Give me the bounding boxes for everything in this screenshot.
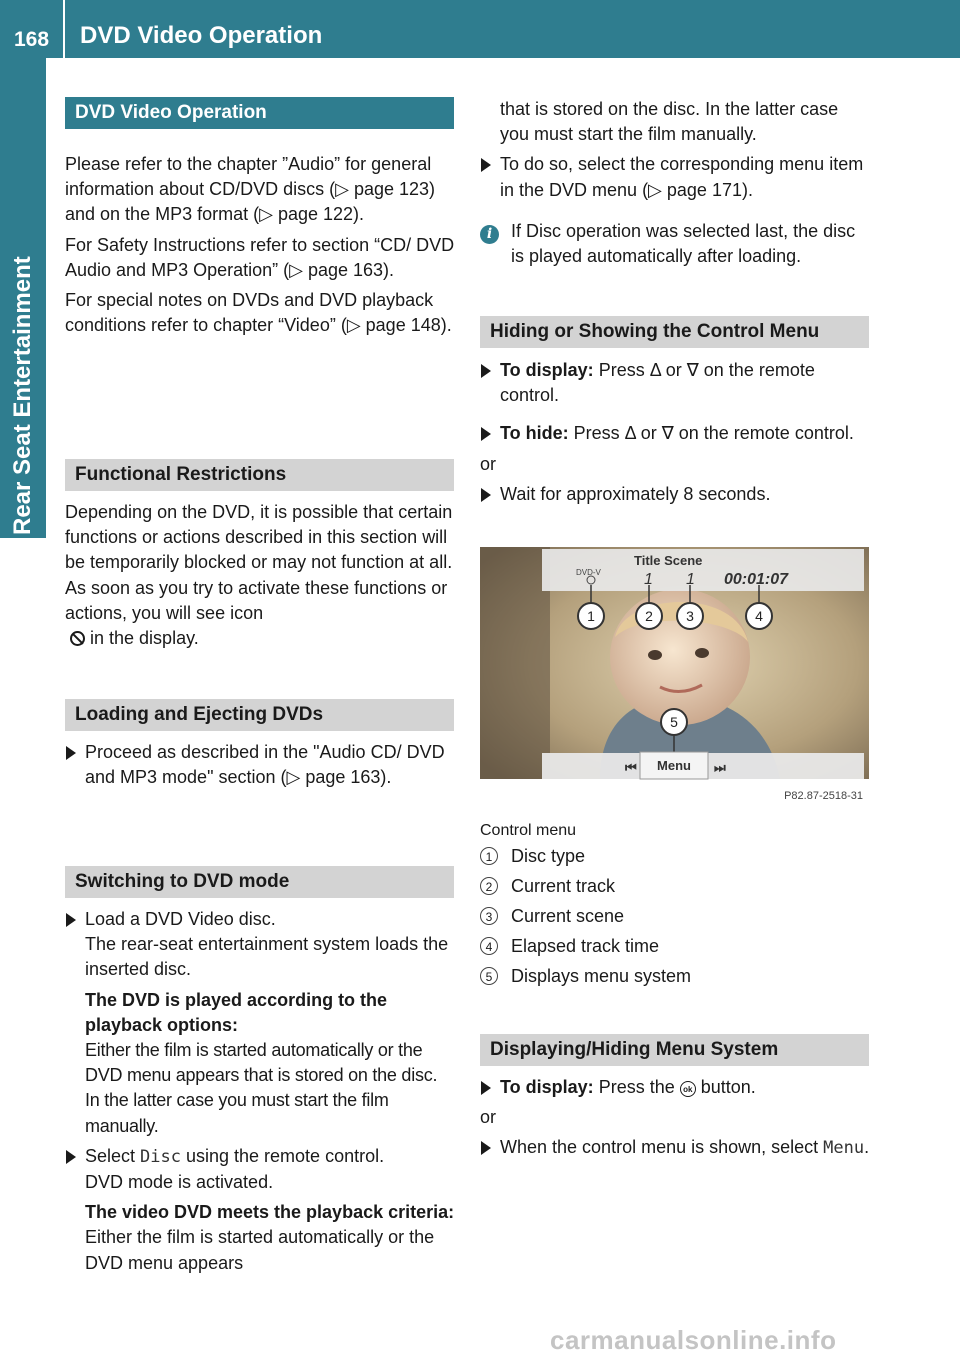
footer-watermark: carmanualsonline.info	[550, 1325, 837, 1355]
list-item	[480, 421, 870, 446]
section-switching-dvd-mode-body	[65, 907, 455, 1276]
or-text: or	[480, 453, 497, 474]
display-text-menu: Menu	[823, 1138, 865, 1159]
info-text: If Disc operation was selected last, the disc is played automatically after loading.	[511, 221, 856, 267]
callout-number-1: 1	[587, 608, 595, 624]
legend-item	[480, 901, 870, 931]
legend-number: 1	[480, 847, 498, 865]
list-item	[65, 907, 455, 1139]
bullet-arrow-icon	[481, 1081, 491, 1095]
callout-number-3: 3	[686, 608, 694, 624]
scene-value: 1	[686, 571, 695, 588]
instruction-bold-text: To display:	[500, 1077, 594, 1097]
prohibited-icon	[70, 631, 85, 646]
disc-type-label: DVD-V	[576, 568, 601, 577]
list-item	[65, 1144, 455, 1276]
legend-text: Disc type	[511, 846, 586, 866]
section-heading-control-menu: Hiding or Showing the Control Menu	[480, 316, 869, 348]
skip-forward-icon: ⏭	[714, 760, 726, 775]
page-title: DVD Video Operation	[80, 22, 323, 49]
result-bold-text: The DVD is played according to the playback options:	[85, 989, 388, 1035]
instruction-text: When the control menu is shown, select	[500, 1137, 824, 1158]
section-dvd-video-operation-body	[65, 152, 455, 338]
page-header-bar	[0, 0, 960, 58]
continued-paragraph: that is stored on the disc. In the latter case you must start the film manually.	[500, 99, 839, 145]
result-text: The rear-seat entertainment system loads the inserted disc.	[85, 934, 449, 980]
bullet-arrow-icon	[481, 158, 491, 172]
ok-button-icon: ok	[680, 1081, 696, 1097]
instruction-text: Load a DVD Video disc.	[85, 909, 276, 929]
bullet-arrow-icon	[66, 746, 76, 760]
child-eye-left	[648, 650, 662, 660]
result-text: DVD mode is activated.	[85, 1172, 274, 1193]
list-item	[480, 482, 870, 507]
screen-dark-edge	[480, 547, 550, 779]
instruction-prefix: Select	[85, 1145, 141, 1166]
result-bold-text: The video DVD meets the playback criteria:	[85, 1202, 455, 1223]
callout-number-5: 5	[670, 714, 678, 730]
legend-number: 2	[480, 877, 498, 895]
section-control-menu-body	[480, 358, 870, 507]
bullet-arrow-icon	[481, 427, 491, 441]
legend-number: 3	[480, 907, 498, 925]
restrictions-text-end: in the display.	[85, 628, 199, 649]
bullet-arrow-icon	[481, 488, 491, 502]
continued-text	[480, 97, 870, 203]
info-note	[480, 219, 870, 269]
legend-item	[480, 871, 870, 901]
list-item	[480, 1075, 870, 1100]
result-text: Either the film is started automatically or the DVD menu appears that is stored on the disc. In the latter case you must start the film manually.	[85, 1040, 438, 1136]
menu-button-label: Menu	[657, 758, 691, 773]
instruction-text: Press Δ or ∇ on the remote control.	[568, 423, 854, 444]
display-text-disc: Disc	[140, 1146, 181, 1167]
section-heading-switching-dvd-mode: Switching to DVD mode	[65, 866, 454, 898]
instruction-bold-text: To hide:	[500, 423, 569, 444]
instruction-text: Wait for approximately 8 seconds.	[500, 483, 771, 504]
legend-text: Displays menu system	[511, 966, 692, 986]
paragraph-audio-reference: Please refer to the chapter ”Audio” for general information about CD/DVD discs (▷ page 123) and on the MP3 format (▷ page 122).	[65, 154, 436, 225]
section-heading-functional-restrictions: Functional Restrictions	[65, 459, 454, 491]
legend-item	[480, 961, 870, 991]
callout-number-2: 2	[645, 608, 653, 624]
legend-text: Elapsed track time	[511, 936, 660, 956]
section-loading-ejecting-body	[65, 740, 455, 790]
section-heading-loading-ejecting: Loading and Ejecting DVDs	[65, 699, 454, 731]
or-text: or	[480, 1107, 497, 1128]
legend-text: Current scene	[511, 906, 625, 926]
instruction-text: Press Δ or ∇ on the remote control.	[500, 360, 815, 406]
section-heading-dvd-video-operation: DVD Video Operation	[65, 97, 454, 129]
instruction-text: Proceed as described in the "Audio CD/ DVD and MP3 mode" section (▷ page 163).	[85, 742, 445, 788]
figure-caption: Control menu	[480, 822, 577, 839]
list-item	[480, 152, 870, 202]
instruction-text	[85, 1144, 455, 1170]
instruction-suffix: .	[864, 1137, 870, 1158]
list-item	[480, 358, 870, 408]
track-value: 1	[644, 571, 653, 588]
callout-number-4: 4	[755, 608, 763, 624]
legend-number: 5	[480, 967, 498, 985]
result-text	[85, 1200, 455, 1276]
legend-item	[480, 931, 870, 961]
child-eye-right	[695, 648, 709, 658]
legend-list	[480, 841, 870, 991]
restrictions-text: Depending on the DVD, it is possible that certain functions or actions described in this section will be temporarily blocked or may not function at all. As soon as you try to activate these functions or actions, you will see icon	[65, 502, 453, 623]
side-tab	[0, 58, 46, 538]
list-item	[480, 1135, 870, 1161]
instruction-bold-text: To display:	[500, 360, 594, 380]
list-item	[65, 740, 455, 790]
side-tab-label: Rear Seat Entertainment	[9, 256, 36, 535]
bullet-arrow-icon	[66, 913, 76, 927]
title-scene-label: Title Scene	[634, 553, 703, 568]
section-menu-system-body	[480, 1075, 870, 1162]
instruction-text: Press the	[593, 1077, 680, 1097]
instruction-text: To do so, select the corresponding menu item in the DVD menu (▷ page 171).	[500, 154, 864, 200]
instruction-suffix: using the remote control.	[180, 1145, 385, 1166]
elapsed-time-value: 00:01:07	[724, 571, 789, 588]
figure-reference: P82.87-2518-31	[784, 790, 863, 802]
section-heading-menu-system: Displaying/Hiding Menu System	[480, 1034, 869, 1066]
paragraph-safety-reference: For Safety Instructions refer to section “CD/ DVD Audio and MP3 Operation” (▷ page 163).	[65, 234, 455, 280]
skip-back-icon: ⏮	[625, 760, 637, 775]
page-number: 168	[13, 28, 50, 51]
legend-item	[480, 841, 870, 871]
legend-text: Current track	[511, 876, 616, 896]
control-menu-screenshot	[480, 547, 869, 805]
bullet-arrow-icon	[481, 1141, 491, 1155]
result-rest: Either the film is started automatically or the DVD menu appears	[85, 1227, 435, 1273]
bullet-arrow-icon	[66, 1150, 76, 1164]
header-divider	[63, 0, 65, 58]
bullet-arrow-icon	[481, 364, 491, 378]
section-functional-restrictions-body	[65, 500, 455, 651]
paragraph-video-reference: For special notes on DVDs and DVD playback conditions refer to chapter “Video” (▷ page 148).	[65, 290, 452, 336]
paragraph-restrictions	[65, 500, 455, 651]
info-icon: i	[480, 225, 499, 244]
instruction-suffix: button.	[695, 1077, 756, 1097]
legend-number: 4	[480, 937, 498, 955]
